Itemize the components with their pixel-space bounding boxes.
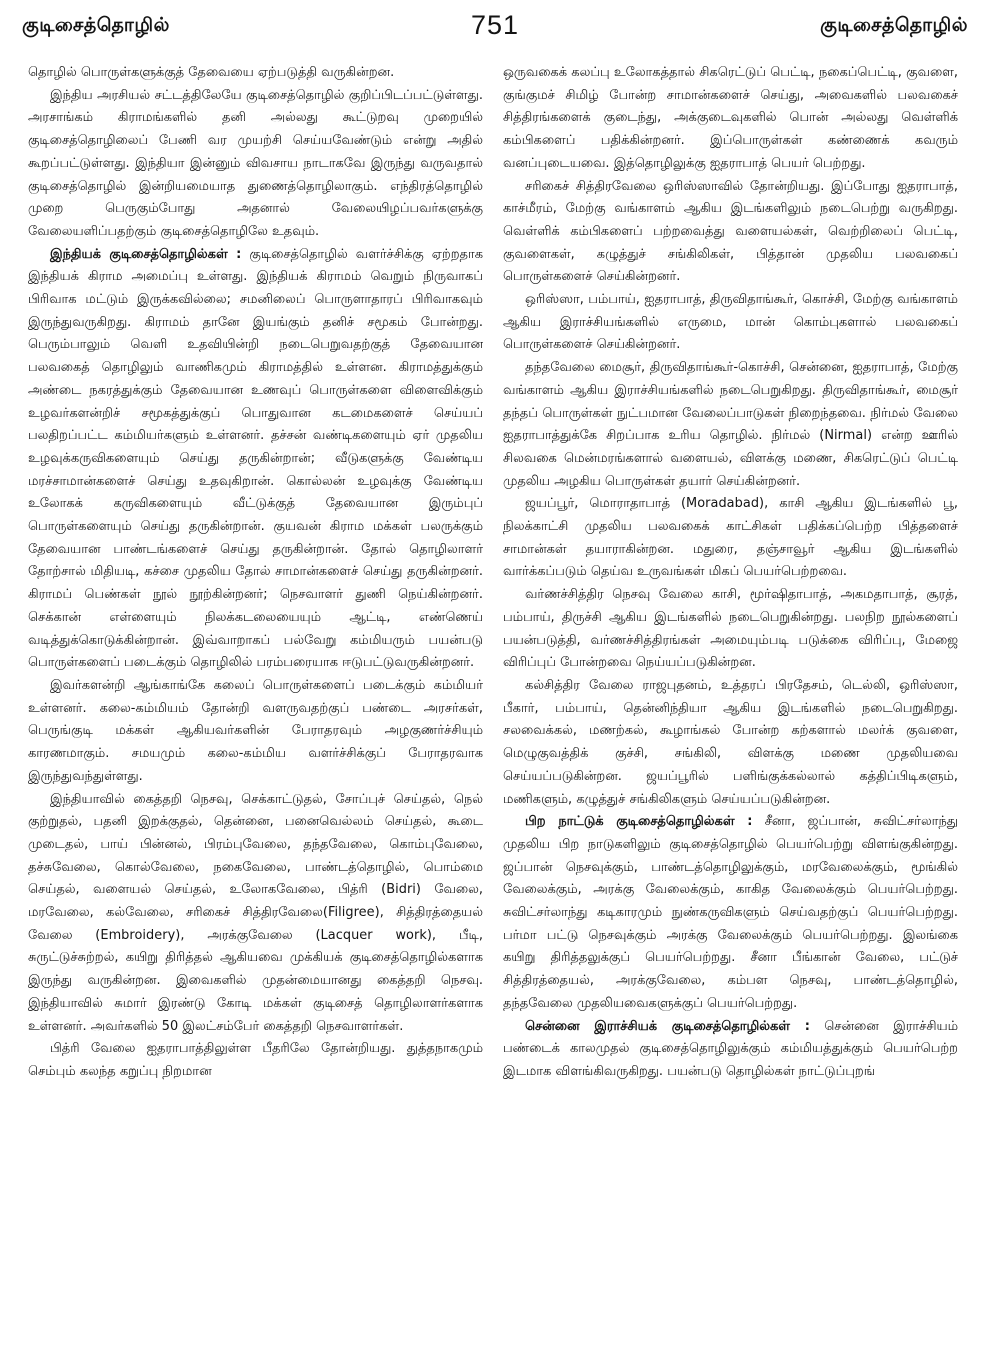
paragraph <box>503 584 958 675</box>
paragraph <box>503 289 958 357</box>
paragraph-text: ஜயப்பூர், மொராதாபாத் (Moradabad), காசி ஆகிய இடங்களில் பூ, நிலக்காட்சி முதலிய பலவகைக் காட்சிகள் பதிக்கப்பெற்ற பித்தளைச் சாமான்கள் தயாராகின்றன. மதுரை, தஞ்சாவூர் ஆகிய இடங்களில் வார்க்கப்படும் தெய்வ உருவங்கள் மிகப் பெயர்பெற்றவை. <box>503 496 958 580</box>
paragraph-text: பித்ரி வேலை ஐதராபாத்திலுள்ள பீதரிலே தோன்றியது. துத்தநாகமும் செம்பும் கலந்த கறுப்பு நிறமான <box>28 1041 483 1079</box>
paragraph-text: குடிசைத்தொழில் வளர்ச்சிக்கு ஏற்றதாக இந்தியக் கிராம அமைப்பு உள்ளது. இந்தியக் கிராமம் வெறும் நிருவாகப் பிரிவாக மட்டும் இருக்கவில்லை; சமனிலைப் பொருளாதாரப் பிரிவாகவும் இருந்துவருகிறது. கிராமம் தானே இயங்கும் தனிச் சமூகம் போன்றது. பெரும்பாலும் வெளி உதவியின்றி நடைபெறுவதற்குத் தேவையான பலவகைத் தொழிலும் வாணிகமும் கிராமத்தில் உள்ளன. கிராமத்துக்கும் அண்டை நகரத்துக்கும் தேவையான உணவுப் பொருள்களை விளைவிக்கும் உழவர்களன்றிச் சமூகத்துக்குப் பொதுவான கடமைகளைச் செய்யப் பலதிறப்பட்ட கம்மியர்களும் உள்ளனர். தச்சன் வண்டிகளையும் ஏர் முதலிய உழவுக்கருவிகளையும் செய்து தருகின்றான்; வீடுகளுக்கு வேண்டிய மரச்சாமான்களைச் செய்து உதவுகிறான். கொல்லன் உழவுக்கு வேண்டிய உலோகக் கருவிகளையும் வீட்டுக்குத் தேவையான இரும்புப் பொருள்களையும் செய்து தருகின்றான். குயவன் கிராம மக்கள் பலருக்கும் தேவையான பாண்டங்களைச் செய்து தருகின்றான். தோல் தொழிலாளர் தோற்சால் மிதியடி, கச்சை முதலிய தோல் சாமான்களைச் செய்து தருகின்றனர். கிராமப் பெண்கள் நூல் நூற்கின்றனர்; நெசவாளர் துணி நெய்கின்றனர். செக்கான் எள்ளையும் நிலக்கடலையையும் ஆட்டி, எண்ணெய் வடித்துக்கொடுக்கின்றான். இவ்வாறாகப் பல்வேறு கம்மியரும் பயன்படு பொருள்களைப் படைக்கும் தொழிலில் பரம்பரையாக ஈடுபட்டுவருகின்றனர். <box>28 246 483 671</box>
paragraph <box>503 811 958 1015</box>
left-column <box>28 62 483 1354</box>
paragraph-text: தொழில் பொருள்களுக்குத் தேவையை ஏற்படுத்தி வருகின்றன. <box>28 65 395 80</box>
paragraph-text: ஒரிஸ்ஸா, பம்பாய், ஐதராபாத், திருவிதாங்கூர், கொச்சி, மேற்கு வங்காளம் ஆகிய இராச்சியங்களில் எருமை, மான் கொம்புகளால் பலவகைப் பொருள்களைச் செய்கின்றனர். <box>503 292 958 353</box>
page-header <box>22 10 968 48</box>
section-heading: இந்தியக் குடிசைத்தொழில்கள் : <box>50 246 242 262</box>
text-columns <box>28 62 958 1354</box>
paragraph-text: வர்ணச்சித்திர நெசவு வேலை காசி, மூர்ஷிதாபாத், அகமதாபாத், சூரத், பம்பாய், திருச்சி ஆகிய இடங்களில் நடைபெறுகின்றது. பலநிற நூல்களைப் பயன்படுத்தி, வர்ணச்சித்திரங்கள் அமையும்படி படுக்கை விரிப்பு, மேஜை விரிப்புப் போன்றவை நெய்யப்படுகின்றன. <box>503 587 958 671</box>
paragraph <box>503 176 958 290</box>
paragraph <box>503 62 958 176</box>
page-number: 751 <box>470 10 520 40</box>
paragraph <box>28 85 483 244</box>
section-heading: சென்னை இராச்சியக் குடிசைத்தொழில்கள் : <box>525 1018 810 1034</box>
paragraph <box>28 1038 483 1083</box>
paragraph <box>28 675 483 789</box>
paragraph <box>503 493 958 584</box>
paragraph-text: இந்திய அரசியல் சட்டத்திலேயே குடிசைத்தொழில் குறிப்பிடப்பட்டுள்ளது. அரசாங்கம் கிராமங்களில் தனி அல்லது கூட்டுறவு முறையில் குடிசைத்தொழிலைப் பேணி வர முயற்சி செய்யவேண்டும் என்று அதில் கூறப்பட்டுள்ளது. இந்தியா இன்னும் விவசாய நாடாகவே இருந்து வருவதால் குடிசைத்தொழில் இன்றியமையாத துணைத்தொழிலாகும். எந்திரத்தொழில் முறை பெருகும்போது அதனால் வேலையிழப்பவர்களுக்கு வேலையளிப்பதற்கும் குடிசைத்தொழிலே உதவும். <box>28 87 483 239</box>
paragraph-text: சென்னை இராச்சியம் பண்டைக் காலமுதல் குடிசைத்தொழிலுக்கும் கம்மியத்துக்கும் பெயர்பெற்ற இடமாக விளங்கிவருகிறது. பயன்படு தொழில்கள் நாட்டுப்புறங் <box>503 1018 958 1079</box>
paragraph <box>28 62 483 85</box>
running-head-right: குடிசைத்தொழில் <box>820 14 968 36</box>
section-heading: பிற நாட்டுக் குடிசைத்தொழில்கள் : <box>525 814 753 830</box>
paragraph <box>503 675 958 811</box>
paragraph-text: கல்சித்திர வேலை ராஜபுதனம், உத்தரப் பிரதேசம், டெல்லி, ஒரிஸ்ஸா, பீகார், பம்பாய், தென்னிந்தியா ஆகிய இடங்களில் நடைபெறுகிறது. சலவைக்கல், மணற்கல், கூழாங்கல் போன்ற கற்களால் மலர்க் குவளை, மெழுகுவத்திக் குச்சி, சங்கிலி, விளக்கு மணை முதலியவை செய்யப்படுகின்றன. ஜயப்பூரில் பளிங்குக்கல்லால் கத்திப்பிடிகளும், மணிகளும், கழுத்துச் சங்கிலிகளும் செய்யப்படுகின்றன. <box>503 677 958 807</box>
paragraph <box>503 1016 958 1084</box>
paragraph-text: ஒருவகைக் கலப்பு உலோகத்தால் சிகரெட்டுப் பெட்டி, நகைப்பெட்டி, குவளை, குங்குமச் சிமிழ் போன்ற சாமான்களைச் செய்து, அவைகளில் பலவகைச் சித்திரங்களைக் குடைந்து, அக்குடைவுகளில் பொன் அல்லது வெள்ளிக் கம்பிகளைப் பதிக்கின்றனர். இப்பொருள்கள் கண்ணைக் கவரும் வனப்புடையவை. இத்தொழிலுக்கு ஐதராபாத் பெயர் பெற்றது. <box>503 65 958 171</box>
right-column <box>503 62 958 1354</box>
paragraph <box>28 244 483 675</box>
paragraph-text: இந்தியாவில் கைத்தறி நெசவு, செக்காட்டுதல், சோப்புச் செய்தல், நெல் குற்றுதல், பதனி இறக்குதல், தென்னை, பனைவெல்லம் செய்தல், கூடை முடைதல், பாய் பின்னல், பிரம்புவேலை, தந்தவேலை, கொம்புவேலை, தச்சுவேலை, கொல்வேலை, நகைவேலை, பாண்டத்தொழில், பொம்மை செய்தல், வளையல் செய்தல், உலோகவேலை, பித்ரி (Bidri) வேலை, மரவேலை, கல்வேலை, சரிகைச் சித்திரவேலை(Filigree), சித்திரத்தையல் வேலை (Embroidery), அரக்குவேலை (Lacquer work), பீடி, சுருட்டுச்சுற்றல், கயிறு திரித்தல் ஆகியவை முக்கியக் குடிசைத்தொழில்களாக இருந்து வருகின்றன. இவைகளில் முதன்மையானது கைத்தறி நெசவு. இந்தியாவில் சுமார் இரண்டு கோடி மக்கள் குடிசைத் தொழிலாளர்களாக உள்ளனர். அவர்களில் 50 இலட்சம்பேர் கைத்தறி நெசவாளர்கள். <box>28 791 483 1034</box>
paragraph-text: இவர்களன்றி ஆங்காங்கே கலைப் பொருள்களைப் படைக்கும் கம்மியர் உள்ளனர். கலை-கம்மியம் தோன்றி வளருவதற்குப் பண்டை அரசர்கள், பெருங்குடி மக்கள் ஆகியவர்களின் பேராதரவும் அழகுணர்ச்சியும் காரணமாகும். சமயமும் கலை-கம்மிய வளர்ச்சிக்குப் பேராதரவாக இருந்துவந்துள்ளது. <box>28 677 483 784</box>
paragraph-text: தந்தவேலை மைசூர், திருவிதாங்கூர்-கொச்சி, சென்னை, ஐதராபாத், மேற்கு வங்காளம் ஆகிய இராச்சியங்களில் நடைபெறுகிறது. திருவிதாங்கூர், மைசூர் தந்தப் பொருள்கள் நுட்பமான வேலைப்பாடுகள் நிறைந்தவை. நிர்மல் வேலை ஐதராபாத்துக்கே சிறப்பாக உரிய தொழில். நிர்மல் (Nirmal) என்ற ஊரில் சிலவகை மென்மரங்களால் வளையல், விளக்கு மணை, சிகரெட்டுப் பெட்டி முதலிய அழகிய பொருள்கள் தயார் செய்கின்றனர். <box>503 360 958 489</box>
paragraph <box>503 357 958 493</box>
paragraph-text: சீனா, ஜப்பான், சுவிட்சர்லாந்து முதலிய பிற நாடுகளிலும் குடிசைத்தொழில் பெயர்பெற்று விளங்குகின்றது. ஜப்பான் நெசவுக்கும், பாண்டத்தொழிலுக்கும், மரவேலைக்கும், மூங்கில் வேலைக்கும், அரக்கு வேலைக்கும், காகித வேலைக்கும் பெயர்பெற்றது. சுவிட்சர்லாந்து கடிகாரமும் நுண்கருவிகளும் செய்வதற்குப் பெயர்பெற்றது. பர்மா பட்டு நெசவுக்கும் அரக்கு வேலைக்கும் பெயர்பெற்றது. இலங்கை கயிறு திரித்தலுக்குப் பெயர்பெற்றது. சீனா பீங்கான் வேலை, பட்டுச் சித்திரத்தையல், அரக்குவேலை, கம்பள நெசவு, பாண்டத்தொழில், தந்தவேலை முதலியவைகளுக்குப் பெயர்பெற்றது. <box>503 814 958 1011</box>
paragraph-text: சரிகைச் சித்திரவேலை ஒரிஸ்ஸாவில் தோன்றியது. இப்போது ஐதராபாத், காச்மீரம், மேற்கு வங்காளம் ஆகிய இடங்களிலும் நடைபெற்று வருகிறது. வெள்ளிக் கம்பிகளைப் பற்றவைத்து வளையல்கள், வெற்றிலைப் பெட்டி, குவளைகள், கழுத்துச் சங்கிலிகள், பித்தான் முதலிய பலவகைப் பொருள்களைச் செய்கின்றனர். <box>503 178 958 285</box>
paragraph <box>28 789 483 1039</box>
running-head-left: குடிசைத்தொழில் <box>22 14 170 36</box>
